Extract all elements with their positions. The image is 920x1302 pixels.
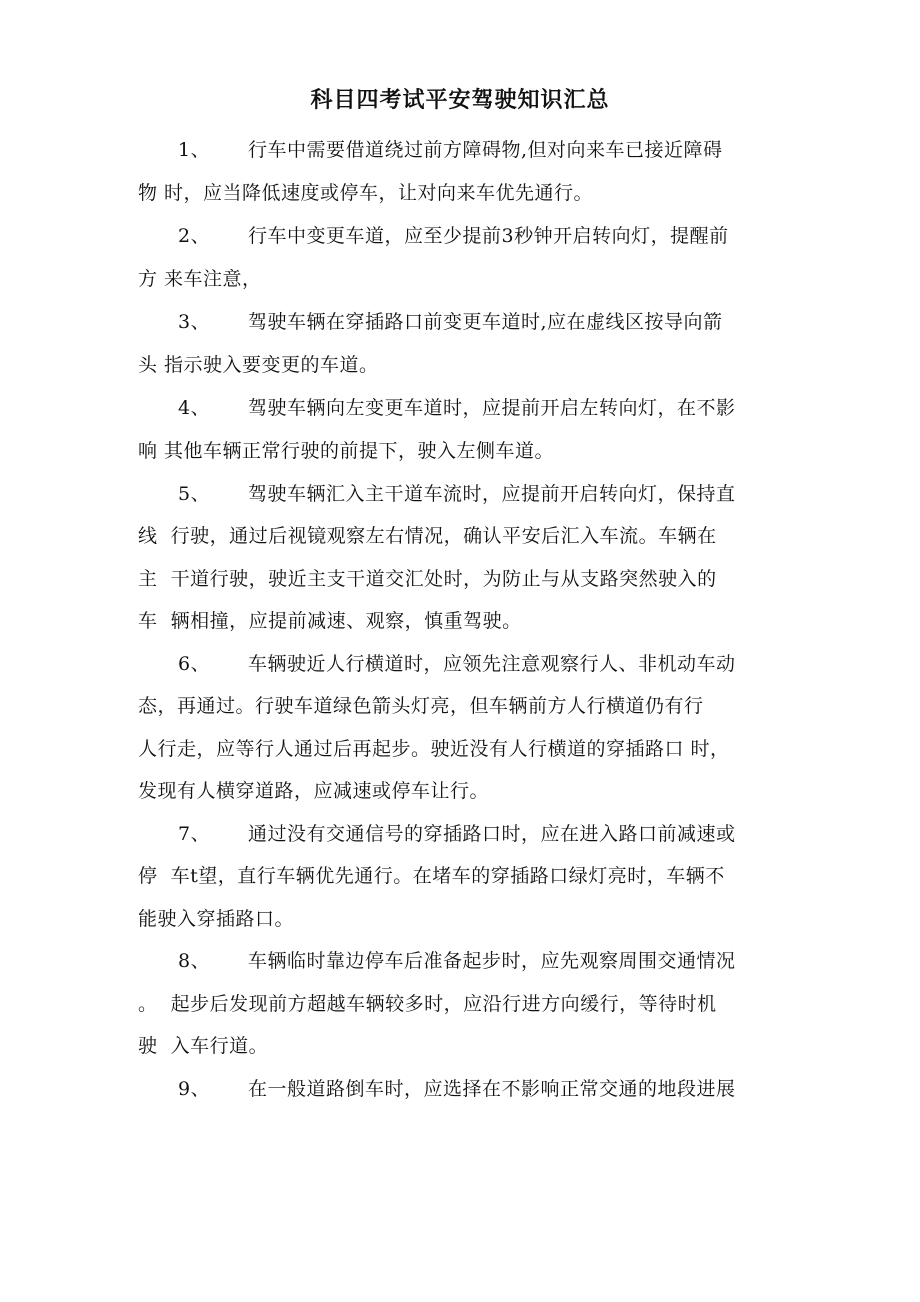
item-4-line-1 — [178, 392, 736, 424]
page-title: 科目四考试平安驾驶知识汇总 — [310, 87, 610, 113]
item-1-number: 1、 — [178, 139, 211, 161]
item-9-line-1 — [178, 1073, 736, 1105]
item-6-text-1: 车辆驶近人行横道时，应领先注意观察行人、非机动车动 — [248, 653, 736, 675]
item-7-number: 7、 — [178, 823, 211, 845]
item-8-text-1: 车辆临时靠边停车后准备起步时，应先观察周围交通情况 — [248, 950, 736, 972]
item-3-line-1 — [178, 306, 723, 338]
item-6-line-1 — [178, 648, 736, 680]
item-5-text-1: 驾驶车辆汇入主干道车流时，应提前开启转向灯，保持直 — [248, 483, 736, 505]
item-4-number: 4、 — [178, 397, 211, 419]
item-3-line-2: 头 指示驶入要变更的车道。 — [138, 354, 379, 376]
item-5-line-4: 车 辆相撞，应提前减速、观察，慎重驾驶。 — [138, 610, 522, 632]
item-7-line-2: 停 车t望，直行车辆优先通行。在堵车的穿插路口绿灯亮时，车辆不 — [138, 865, 725, 887]
item-7-line-3: 能驶入穿插路口。 — [138, 908, 295, 930]
item-5-line-2: 线 行驶，通过后视镜观察左右情况，确认平安后汇入车流。车辆在 — [138, 525, 717, 547]
item-2-text-1: 行车中变更车道，应至少提前3秒钟开启转向灯，提醒前 — [248, 225, 729, 247]
item-4-line-2: 响 其他车辆正常行驶的前提下，驶入左侧车道。 — [138, 440, 555, 462]
item-3-number: 3、 — [178, 311, 211, 333]
item-1-line-2: 物 时，应当降低速度或停车，让对向来车优先通行。 — [138, 182, 594, 204]
item-6-line-3: 人行走，应等行人通过后再起步。驶近没有人行横道的穿插路口 时， — [138, 738, 730, 760]
item-2-line-1 — [178, 220, 729, 252]
item-9-number: 9、 — [178, 1078, 211, 1100]
item-6-line-4: 发现有人横穿道路，应减速或停车让行。 — [138, 780, 490, 802]
item-4-text-1: 驾驶车辆向左变更车道时，应提前开启左转向灯，在不影 — [248, 397, 736, 419]
item-5-line-3: 主 干道行驶，驶近主支干道交汇处时，为防止与从支路突然驶入的 — [138, 568, 717, 590]
item-7-text-1: 通过没有交通信号的穿插路口时，应在进入路口前减速或 — [248, 823, 736, 845]
item-3-text-1: 驾驶车辆在穿插路口前变更车道时,应在虚线区按导向箭 — [248, 311, 723, 333]
item-2-number: 2、 — [178, 225, 211, 247]
item-6-line-2: 态，再通过。行驶车道绿色箭头灯亮，但车辆前方人行横道仍有行 — [138, 695, 704, 717]
item-8-line-3: 驶 入车行道。 — [138, 1035, 269, 1057]
item-2-line-2: 方 来车注意， — [138, 268, 262, 290]
item-8-number: 8、 — [178, 950, 211, 972]
item-8-line-1 — [178, 945, 736, 977]
item-5-number: 5、 — [178, 483, 211, 505]
item-8-line-2: 。 起步后发现前方超越车辆较多时，应沿行进方向缓行，等待时机 — [138, 993, 717, 1015]
item-5-line-1 — [178, 478, 736, 510]
item-1-line-1 — [178, 134, 723, 166]
item-1-text-1: 行车中需要借道绕过前方障碍物,但对向来车已接近障碍 — [248, 139, 723, 161]
item-9-text-1: 在一般道路倒车时，应选择在不影响正常交通的地段进展 — [248, 1078, 736, 1100]
item-7-line-1 — [178, 818, 736, 850]
item-6-number: 6、 — [178, 653, 211, 675]
